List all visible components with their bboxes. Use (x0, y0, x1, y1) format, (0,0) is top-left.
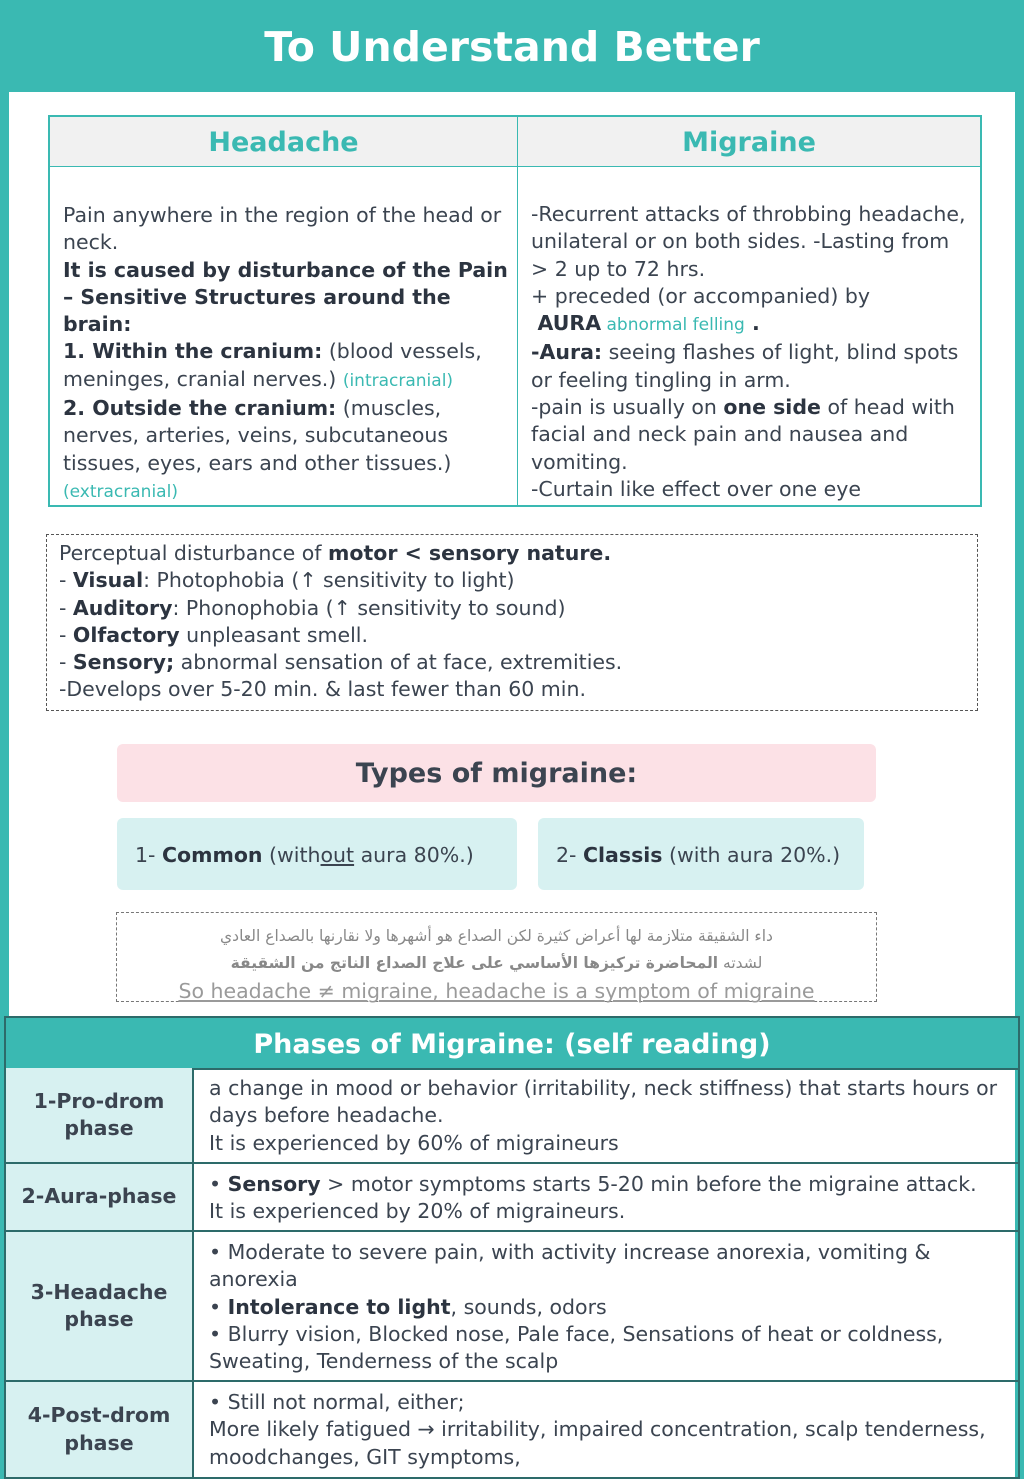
prodrom-text-2: It is experienced by 60% of migraineurs (209, 1130, 619, 1155)
migraine-definition: -Recurrent attacks of throbbing headache, unilateral or on both sides. -Lasting from > 2 up to 72 hrs. (531, 202, 966, 281)
aura-dot: . (744, 311, 760, 336)
migraine-header: Migraine (518, 117, 980, 167)
headache-phase-content (209, 1239, 1009, 1375)
intracranial-tag: (intracranial) (342, 370, 454, 391)
aura-phase-label (6, 1164, 194, 1230)
classic-num: 2- (556, 843, 583, 867)
headache-cause: It is caused by disturbance of the Pain – Sensitive Structures around the brain: (63, 257, 508, 337)
prodrom-label-text: 1-Pro-drom phase (33, 1088, 165, 1140)
common-label: Common (161, 843, 263, 867)
pain-bold: one side (723, 395, 821, 420)
outside-cranium-label: 2. Outside the cranium: (63, 396, 337, 421)
common-underline: out (320, 843, 355, 867)
arabic-note-1: داء الشقيقة متلازمة لها أعراض كثيرة لكن الصداع هو أشهرها ولا نقارنها بالصداع العادي (220, 927, 773, 945)
aura-definition-text: seeing flashes of light, blind spots or feeling tingling in arm. (531, 340, 959, 392)
headache-phase-label-text: 3-Headache phase (30, 1279, 168, 1331)
types-title: Types of migraine: (117, 744, 876, 802)
outside-cranium-text: (muscles, nerves, arteries, veins, subcutaneous tissues, eyes, ears and other tissues.) (63, 396, 452, 475)
aura-label: AURA (537, 311, 602, 336)
olfactory-text: unpleasant smell. (179, 622, 368, 647)
postdrom-content: • Still not normal, either; More likely fatigued → irritability, impaired concentration, scalp tenderness, moodchanges, GIT symptoms, (209, 1390, 986, 1469)
english-note: So headache ≠ migraine, headache is a symptom of migraine (178, 979, 815, 1003)
postdrom-text: More likely fatigued → irritability, impaired concentration, scalp tenderness, moodchanges, GIT symptoms, (209, 1417, 986, 1469)
arabic-note-2-pre: لشدته (718, 954, 763, 972)
visual-label: Visual (72, 568, 144, 593)
headache-bullet-3-text: Blurry vision, Blocked nose, Pale face, Sensations of heat or coldness, Sweating, Tenderness of the scalp (209, 1321, 944, 1374)
phases-title: Phases of Migraine: (self reading) (6, 1018, 1018, 1070)
headache-bullet-2-bold: Intolerance to light (227, 1294, 451, 1319)
within-cranium-label: 1. Within the cranium: (63, 339, 323, 364)
phase-row-headache (6, 1232, 1018, 1382)
headache-bullet-1-text: Moderate to severe pain, with activity increase anorexia, vomiting & anorexia (209, 1240, 931, 1292)
phases-table (4, 1016, 1020, 1479)
postdrom-label-text: 4-Post-drom phase (27, 1403, 171, 1455)
arabic-note-2 (117, 950, 876, 976)
prodrom-content (209, 1075, 1009, 1157)
sensory-text: abnormal sensation of at face, extremities. (174, 650, 623, 675)
headache-bullet-3: • Blurry vision, Blocked nose, Pale face, Sensations of heat or coldness, Sweating, Tenderness of the scalp (209, 1321, 944, 1374)
preceded-text: + preceded (or accompanied) by (531, 283, 870, 308)
phase-row-postdrom (6, 1382, 1018, 1477)
classic-label: Classis (582, 843, 663, 867)
visual-text: : Photophobia (↑ sensitivity to light) (143, 568, 515, 593)
classic-type-box (538, 818, 864, 890)
phase-row-prodrom (6, 1068, 1018, 1164)
postdrom-label (6, 1382, 194, 1477)
common-num: 1- (135, 843, 162, 867)
headache-bullet-2-text: , sounds, odors (450, 1294, 607, 1319)
column-divider (517, 117, 518, 505)
prodrom-label (6, 1068, 194, 1162)
aura-definition-label: -Aura: (531, 340, 603, 365)
headache-cell (63, 202, 508, 506)
curtain-text: -Curtain like effect over one eye (531, 476, 862, 501)
common-pre: (with (262, 843, 321, 867)
headache-bullet-1: • Moderate to severe pain, with activity increase anorexia, vomiting & anorexia (209, 1240, 931, 1292)
aura-phase-text: > motor symptoms starts 5-20 min before the migraine attack. (320, 1172, 977, 1196)
perceptual-intro-bold: motor < sensory nature. (328, 541, 612, 565)
aura-phase-bold: Sensory (227, 1172, 321, 1196)
page-title: To Understand Better (0, 0, 1024, 92)
aura-tag: abnormal felling (601, 315, 745, 336)
auditory-text: : Phonophobia (↑ sensitivity to sound) (172, 595, 566, 620)
headache-header: Headache (50, 117, 517, 167)
within-cranium-text: (blood vessels, meninges, cranial nerves.) (63, 339, 482, 391)
perceptual-intro: Perceptual disturbance of (59, 541, 329, 565)
note-box (116, 912, 877, 1002)
headache-bullet-2: • Intolerance to light, sounds, odors (209, 1294, 607, 1319)
comparison-table (48, 115, 982, 507)
headache-phase-label (6, 1232, 194, 1380)
pain-pre: -pain is usually on (531, 395, 724, 420)
pain-post: of head with facial and neck pain and nausea and vomiting. (531, 395, 955, 474)
olfactory-label: Olfactory (72, 622, 180, 647)
aura-phase-label-text: 2-Aura-phase (21, 1184, 177, 1209)
perceptual-box: Perceptual disturbance of motor < sensory nature. - Visual: Photophobia (↑ sensitivity to light) - Auditory: Phonophobia (↑ sensitivity to sound) - Olfactory unpleasant smell. - Sensory; abnormal sensation of at face, extremities. -Develops over 5-20 min. & last fewer than 60 min. (46, 534, 978, 711)
postdrom-bullet-1: Still not normal, either; (227, 1390, 465, 1414)
migraine-cell (531, 201, 971, 503)
phase-row-aura (6, 1164, 1018, 1232)
prodrom-text: a change in mood or behavior (irritability, neck stiffness) that starts hours or days before headache. (209, 1076, 998, 1128)
arabic-note-2-bold: المحاضرة تركيزها الأساسي على علاج الصداع الناتج من الشقيقة (230, 954, 719, 972)
extracranial-tag: (extracranial) (63, 481, 178, 502)
common-type-box (117, 818, 517, 890)
aura-phase-content: • Sensory > motor symptoms starts 5-20 min before the migraine attack. It is experienced by 20% of migraineurs. (209, 1172, 977, 1224)
sensory-label: Sensory; (72, 650, 175, 675)
aura-phase-text-2: It is experienced by 20% of migraineurs. (209, 1199, 626, 1224)
headache-definition: Pain anywhere in the region of the head or neck. (63, 203, 502, 255)
common-post: aura 80%.) (354, 843, 474, 867)
classic-text: (with aura 20%.) (662, 843, 841, 867)
develops-text: -Develops over 5-20 min. & last fewer than 60 min. (59, 677, 586, 702)
auditory-label: Auditory (72, 595, 173, 620)
